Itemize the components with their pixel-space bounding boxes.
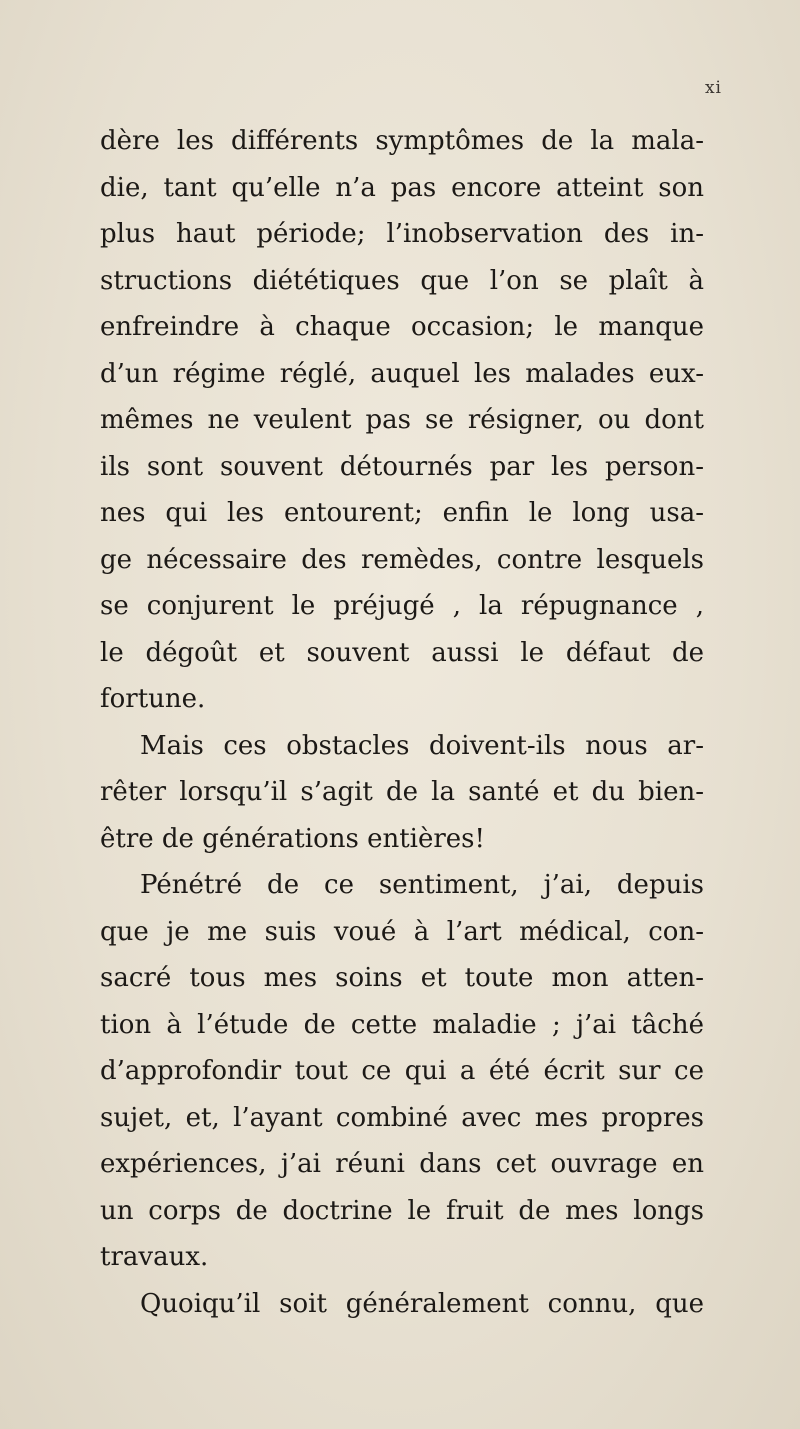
text-line: un corps de doctrine le fruit de mes longs (100, 1195, 704, 1226)
page-number: xi (704, 78, 722, 98)
text-line: fortune. (100, 684, 206, 714)
text-line: die, tant qu’elle n’a pas encore atteint son (100, 172, 704, 203)
text-line: Pénétré de ce sentiment, j’ai, depuis (140, 870, 704, 900)
text-line: ils sont souvent détournés par les person- (100, 451, 704, 482)
text-line: sujet, et, l’ayant combiné avec mes propres (100, 1102, 704, 1133)
text-line: le dégoût et souvent aussi le défaut de (100, 637, 704, 668)
text-line: Mais ces obstacles doivent-ils nous ar- (140, 730, 704, 761)
text-line: se conjurent le préjugé , la répugnance , (100, 591, 704, 621)
body-text (100, 118, 704, 1327)
text-line: d’approfondir tout ce qui a été écrit sur ce (100, 1056, 704, 1086)
text-line: plus haut période; l’inobservation des in- (100, 219, 704, 249)
text-line: rêter lorsqu’il s’agit de la santé et du bien- (100, 777, 704, 807)
text-line: Quoiqu’il soit généralement connu, que (140, 1288, 704, 1319)
text-line: dère les différents symptômes de la mala- (100, 126, 704, 156)
text-line: d’un régime réglé, auquel les malades eux- (100, 358, 704, 389)
text-line: structions diététiques que l’on se plaît à (100, 265, 704, 296)
text-line: travaux. (100, 1242, 209, 1272)
text-line: être de générations entières! (100, 823, 485, 854)
text-line: sacré tous mes soins et toute mon atten- (100, 963, 704, 993)
text-line: tion à l’étude de cette maladie ; j’ai tâché (100, 1009, 704, 1040)
text-line: que je me suis voué à l’art médical, con- (100, 916, 704, 947)
text-line: ge nécessaire des remèdes, contre lesquels (100, 544, 704, 575)
text-line: nes qui les entourent; enfin le long usa- (100, 498, 704, 528)
text-line: enfreindre à chaque occasion; le manque (100, 312, 704, 342)
text-line: mêmes ne veulent pas se résigner, ou dont (100, 405, 704, 435)
text-line: expériences, j’ai réuni dans cet ouvrage en (100, 1149, 704, 1179)
